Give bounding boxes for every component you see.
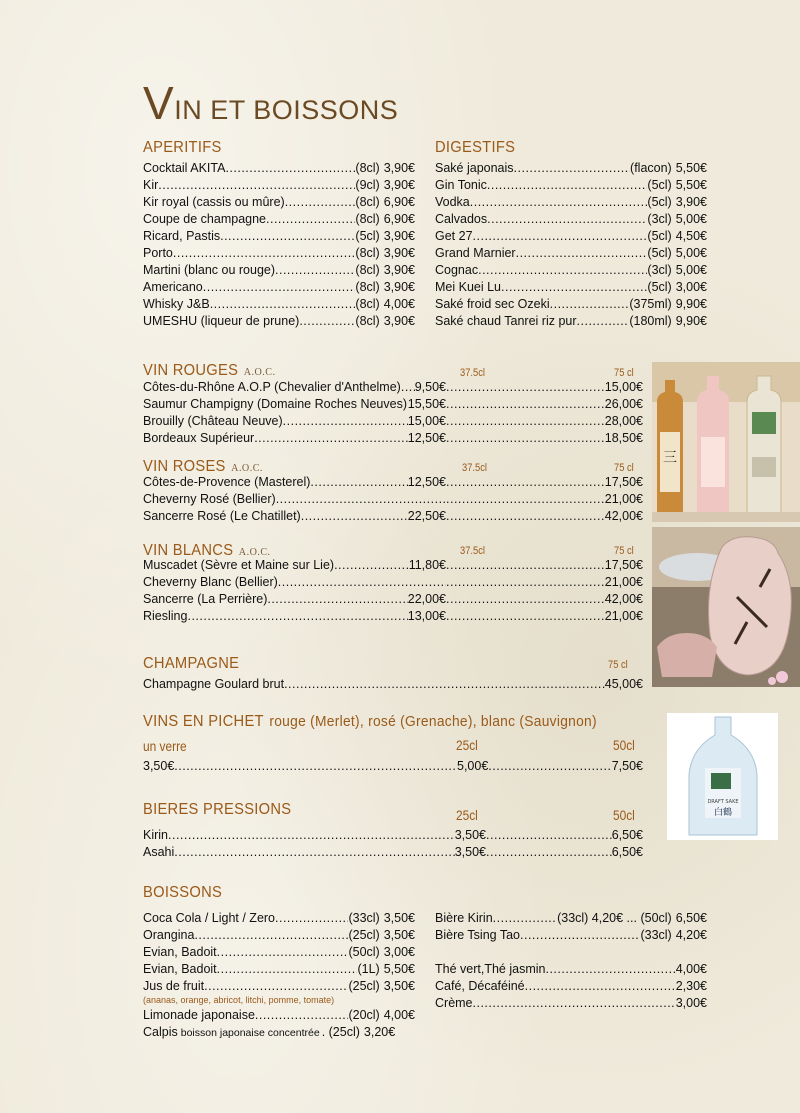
aperitifs-list <box>143 160 415 330</box>
wine-price-375: 9,50€ <box>414 380 446 394</box>
item-size: (5cl) <box>647 195 672 209</box>
item-size: (5cl) <box>647 178 672 192</box>
item-name: Calvados <box>435 212 488 226</box>
item-size: (5cl) <box>647 246 672 260</box>
vin-rouge-row <box>143 413 643 430</box>
title-initial: V <box>143 77 175 129</box>
wine-price-375: 11,80€ <box>408 558 446 572</box>
wine-price-375: 15,00€ <box>407 414 446 428</box>
item-name: Vodka <box>435 195 470 209</box>
item-name: Saké japonais <box>435 161 514 175</box>
item-price: 3,90€ <box>383 229 415 243</box>
wine-name: Sancerre (La Perrière) <box>143 592 268 606</box>
boisson-price: 3,00€ <box>383 945 415 959</box>
item-price: 6,90€ <box>383 195 415 209</box>
boisson-name: Limonade japonaise <box>143 1008 255 1022</box>
item-price: 5,50€ <box>675 161 707 175</box>
vins-pichet-heading <box>143 713 597 731</box>
item-size: (8cl) <box>355 161 380 175</box>
digestif-row <box>435 296 707 313</box>
boisson-name: Evian, Badoit <box>143 945 217 959</box>
vin-rouge-row <box>143 379 643 396</box>
vin-blancs-col2: 75 cl <box>614 545 634 557</box>
item-price: 3,00€ <box>675 280 707 294</box>
vins-pichet-col2: 50cl <box>613 737 635 753</box>
digestif-row <box>435 160 707 177</box>
biere-name: Kirin <box>143 828 169 842</box>
vin-blanc-row <box>143 608 643 625</box>
item-price: 3,90€ <box>383 161 415 175</box>
item-price: 6,90€ <box>383 212 415 226</box>
boisson-row <box>143 944 415 961</box>
aperitif-row <box>143 313 415 330</box>
item-size: (8cl) <box>355 246 380 260</box>
item-name: Americano <box>143 280 203 294</box>
vins-pichet-col1: 25cl <box>456 737 478 753</box>
boissons-heading: BOISSONS <box>143 884 223 901</box>
bieres-col1: 25cl <box>456 807 478 823</box>
vin-roses-list <box>143 474 643 525</box>
digestif-row <box>435 279 707 296</box>
vin-blancs-col1: 37.5cl <box>460 545 485 557</box>
wine-name: Sancerre Rosé (Le Chatillet) <box>143 509 301 523</box>
vin-rose-row <box>143 491 643 508</box>
vins-pichet-row <box>143 758 643 775</box>
item-size: (8cl) <box>355 297 380 311</box>
item-price: 5,50€ <box>675 178 707 192</box>
boisson-size: (33cl) <box>348 911 380 925</box>
svg-text:DRAFT SAKE: DRAFT SAKE <box>707 799 739 805</box>
item-name: Grand Marnier <box>435 246 516 260</box>
boisson-price: 3,50€ <box>383 928 415 942</box>
sake-set-photo <box>652 527 800 687</box>
boisson-chaude-row <box>435 961 707 978</box>
item-name: Kir <box>143 178 159 192</box>
boisson-size: (1L) <box>357 962 380 976</box>
boisson-size: . (25cl) <box>321 1025 360 1039</box>
wine-name: Côtes-de-Provence (Masterel) <box>143 475 311 489</box>
boisson-price: 2,30€ <box>675 979 707 993</box>
bieres-list <box>143 827 643 861</box>
biere-row <box>143 844 643 861</box>
vin-rouge-row <box>143 430 643 447</box>
item-name: Whisky J&B <box>143 297 210 311</box>
biere-price-50: 6,50€ <box>611 828 643 842</box>
item-size: (8cl) <box>355 263 380 277</box>
wine-name: Muscadet (Sèvre et Maine sur Lie) <box>143 558 335 572</box>
wine-price-375: 15,50€ <box>407 397 446 411</box>
digestifs-heading: DIGESTIFS <box>435 139 516 156</box>
item-size: (8cl) <box>355 212 380 226</box>
digestif-row <box>435 211 707 228</box>
boisson-name: Thé vert,Thé jasmin <box>435 962 546 976</box>
wine-price-75: 21,00€ <box>604 609 643 623</box>
vin-rose-row <box>143 474 643 491</box>
pichet-price-verre: 3,50€ <box>143 759 175 773</box>
item-size: (180ml) <box>629 314 672 328</box>
boisson-price: 4,00€ <box>383 1008 415 1022</box>
item-name: UMESHU (liqueur de prune) <box>143 314 300 328</box>
aperitif-row <box>143 211 415 228</box>
wine-price-75: 42,00€ <box>604 509 643 523</box>
svg-text:白鶴: 白鶴 <box>713 808 733 818</box>
biere-price-50: 6,50€ <box>611 845 643 859</box>
boisson-row <box>143 1007 415 1024</box>
wine-price-75: 26,00€ <box>604 397 643 411</box>
wine-price-75: 28,00€ <box>604 414 643 428</box>
champagne-col2: 75 cl <box>608 659 628 671</box>
boisson-size: (25cl) <box>348 979 380 993</box>
vin-roses-col2: 75 cl <box>614 462 634 474</box>
item-name: Kir royal (cassis ou mûre) <box>143 195 285 209</box>
wine-price-375: 12,50€ <box>407 431 446 445</box>
vin-rouges-heading <box>143 362 275 380</box>
vins-pichet-title: VINS EN PICHET <box>143 713 264 730</box>
digestif-row <box>435 228 707 245</box>
wine-price-75: 21,00€ <box>604 575 643 589</box>
champagne-list <box>143 676 643 693</box>
boisson-row <box>143 961 415 978</box>
item-size: (8cl) <box>355 280 380 294</box>
wine-name: Brouilly (Château Neuve) <box>143 414 283 428</box>
vin-roses-col1: 37.5cl <box>462 462 487 474</box>
vin-roses-title: VIN ROSES <box>143 458 226 475</box>
boisson-name: Café, Décaféiné <box>435 979 525 993</box>
item-price: 9,90€ <box>675 314 707 328</box>
vin-rouges-list <box>143 379 643 447</box>
boisson-price: 3,50€ <box>383 979 415 993</box>
aperitifs-heading: APERITIFS <box>143 139 222 156</box>
vins-pichet-col0: un verre <box>143 738 187 754</box>
digestif-row <box>435 194 707 211</box>
wine-price-75: 42,00€ <box>604 592 643 606</box>
digestif-row <box>435 245 707 262</box>
boisson-row <box>143 910 415 927</box>
item-name: Cocktail AKITA <box>143 161 226 175</box>
boisson-name: Jus de fruit <box>143 979 205 993</box>
item-price: 3,90€ <box>675 195 707 209</box>
item-price: 5,00€ <box>675 212 707 226</box>
item-size: (8cl) <box>355 314 380 328</box>
vin-rouges-aoc: A.O.C. <box>243 366 276 378</box>
boisson-size: (20cl) <box>348 1008 380 1022</box>
bieres-col2: 50cl <box>613 807 635 823</box>
vins-pichet-subtitle: rouge (Merlet), rosé (Grenache), blanc (Sauvignon) <box>269 713 597 730</box>
vin-blanc-row <box>143 557 643 574</box>
aperitif-row <box>143 296 415 313</box>
boissons-right-list <box>435 910 707 1012</box>
biere-name: Asahi <box>143 845 175 859</box>
biere-price-25: 3,50€ <box>454 845 486 859</box>
boisson-name: Orangina <box>143 928 195 942</box>
svg-text:三: 三 <box>663 450 677 466</box>
boisson-name: Coca Cola / Light / Zero <box>143 911 276 925</box>
wine-price-75: 17,50€ <box>604 558 643 572</box>
champagne-price: 45,00€ <box>604 677 643 691</box>
vin-blanc-row <box>143 574 643 591</box>
boisson-row <box>143 927 415 944</box>
vin-rouges-col2: 75 cl <box>614 367 634 379</box>
boisson-price: 3,50€ <box>383 911 415 925</box>
item-name: Saké froid sec Ozeki <box>435 297 550 311</box>
item-price: 3,90€ <box>383 314 415 328</box>
wine-price-75: 15,00€ <box>604 380 643 394</box>
wine-price-375: 22,00€ <box>407 592 446 606</box>
boisson-price: 4,20€ <box>675 928 707 942</box>
calpis-row <box>143 1024 415 1042</box>
vin-rose-row <box>143 508 643 525</box>
sake-bottles-photo <box>652 362 800 522</box>
wine-price-375: 12,50€ <box>407 475 446 489</box>
aperitif-row <box>143 228 415 245</box>
boisson-size: (33cl) 4,20€ ... (50cl) <box>557 911 672 925</box>
aperitif-row <box>143 160 415 177</box>
vin-rouge-row <box>143 396 643 413</box>
boissons-left-list <box>143 910 415 1042</box>
bieres-heading: BIERES PRESSIONS <box>143 801 292 818</box>
item-size: (3cl) <box>647 212 672 226</box>
item-price: 3,90€ <box>383 280 415 294</box>
champagne-heading: CHAMPAGNE <box>143 655 240 672</box>
item-name: Mei Kuei Lu <box>435 280 502 294</box>
digestif-row <box>435 177 707 194</box>
champagne-row <box>143 676 643 693</box>
boisson-name: Crème <box>435 996 473 1010</box>
boisson-name: Bière Tsing Tao <box>435 928 521 942</box>
item-name: Porto <box>143 246 173 260</box>
wine-price-75: 18,50€ <box>604 431 643 445</box>
boisson-price: 3,00€ <box>675 996 707 1010</box>
boisson-price: 4,00€ <box>675 962 707 976</box>
item-price: 5,00€ <box>675 263 707 277</box>
boisson-name: Bière Kirin <box>435 911 493 925</box>
item-size: (5cl) <box>647 229 672 243</box>
item-name: Get 27 <box>435 229 473 243</box>
aperitif-row <box>143 279 415 296</box>
draft-sake-bottle-photo <box>667 713 778 840</box>
boisson-price: 6,50€ <box>675 911 707 925</box>
item-size: (5cl) <box>647 280 672 294</box>
item-price: 9,90€ <box>675 297 707 311</box>
boisson-size: (33cl) <box>640 928 672 942</box>
pichet-price-50cl: 7,50€ <box>611 759 643 773</box>
boisson-chaude-row <box>435 995 707 1012</box>
boisson-price: 3,20€ <box>363 1025 396 1039</box>
wine-price-375: 22,50€ <box>407 509 446 523</box>
biere-price-25: 3,50€ <box>454 828 486 842</box>
vin-blancs-list <box>143 557 643 625</box>
vin-rouges-title: VIN ROUGES <box>143 362 239 379</box>
wine-name: Cheverny Blanc (Bellier) <box>143 575 278 589</box>
wine-price-375: 13,00€ <box>407 609 446 623</box>
biere-bottle-row <box>435 910 707 927</box>
jus-note: (ananas, orange, abricot, litchi, pomme, tomate) <box>143 995 335 1005</box>
vin-blancs-title: VIN BLANCS <box>143 542 234 559</box>
boisson-size: (25cl) <box>348 928 380 942</box>
item-name: Coupe de champagne <box>143 212 267 226</box>
item-price: 3,90€ <box>383 263 415 277</box>
champagne-name: Champagne Goulard brut <box>143 677 285 691</box>
aperitif-row <box>143 194 415 211</box>
digestif-row <box>435 313 707 330</box>
vin-roses-aoc: A.O.C. <box>231 462 263 474</box>
calpis-note: boisson japonaise concentrée <box>180 1027 320 1039</box>
pichet-price-25cl: 5,00€ <box>457 759 489 773</box>
biere-row <box>143 827 643 844</box>
boisson-row <box>143 978 415 995</box>
item-price: 4,00€ <box>383 297 415 311</box>
title-rest: IN ET BOISSONS <box>174 95 399 125</box>
digestif-row <box>435 262 707 279</box>
item-price: 5,00€ <box>675 246 707 260</box>
aperitif-row <box>143 177 415 194</box>
boisson-price: 5,50€ <box>383 962 415 976</box>
item-name: Saké chaud Tanrei riz pur <box>435 314 577 328</box>
item-size: (flacon) <box>630 161 672 175</box>
item-price: 3,90€ <box>383 246 415 260</box>
wine-name: Cheverny Rosé (Bellier) <box>143 492 276 506</box>
item-price: 3,90€ <box>383 178 415 192</box>
wine-name: Saumur Champigny (Domaine Roches Neuves) <box>143 397 408 411</box>
wine-price-75: 21,00€ <box>604 492 643 506</box>
aperitif-row <box>143 245 415 262</box>
digestifs-list <box>435 160 707 330</box>
item-name: Gin Tonic <box>435 178 487 192</box>
item-size: (375ml) <box>629 297 672 311</box>
item-name: Cognac <box>435 263 479 277</box>
boisson-name: Evian, Badoit <box>143 962 217 976</box>
item-price: 4,50€ <box>675 229 707 243</box>
boisson-size: (50cl) <box>348 945 380 959</box>
item-size: (8cl) <box>355 195 380 209</box>
aperitif-row <box>143 262 415 279</box>
vin-rouges-col1: 37.5cl <box>460 367 485 379</box>
wine-price-75: 17,50€ <box>604 475 643 489</box>
wine-name: Riesling <box>143 609 188 623</box>
item-name: Ricard, Pastis <box>143 229 221 243</box>
item-name: Martini (blanc ou rouge) <box>143 263 276 277</box>
wine-name: Côtes-du-Rhône A.O.P (Chevalier d'Anthelme) <box>143 380 401 394</box>
wine-name: Bordeaux Supérieur <box>143 431 255 445</box>
item-size: (3cl) <box>647 263 672 277</box>
biere-bottle-row <box>435 927 707 944</box>
vin-blanc-row <box>143 591 643 608</box>
vin-blancs-aoc: A.O.C. <box>238 546 271 558</box>
boisson-chaude-row <box>435 978 707 995</box>
boisson-name: Calpis <box>143 1025 178 1039</box>
item-size: (5cl) <box>355 229 380 243</box>
item-size: (9cl) <box>355 178 380 192</box>
page-title <box>143 77 399 129</box>
